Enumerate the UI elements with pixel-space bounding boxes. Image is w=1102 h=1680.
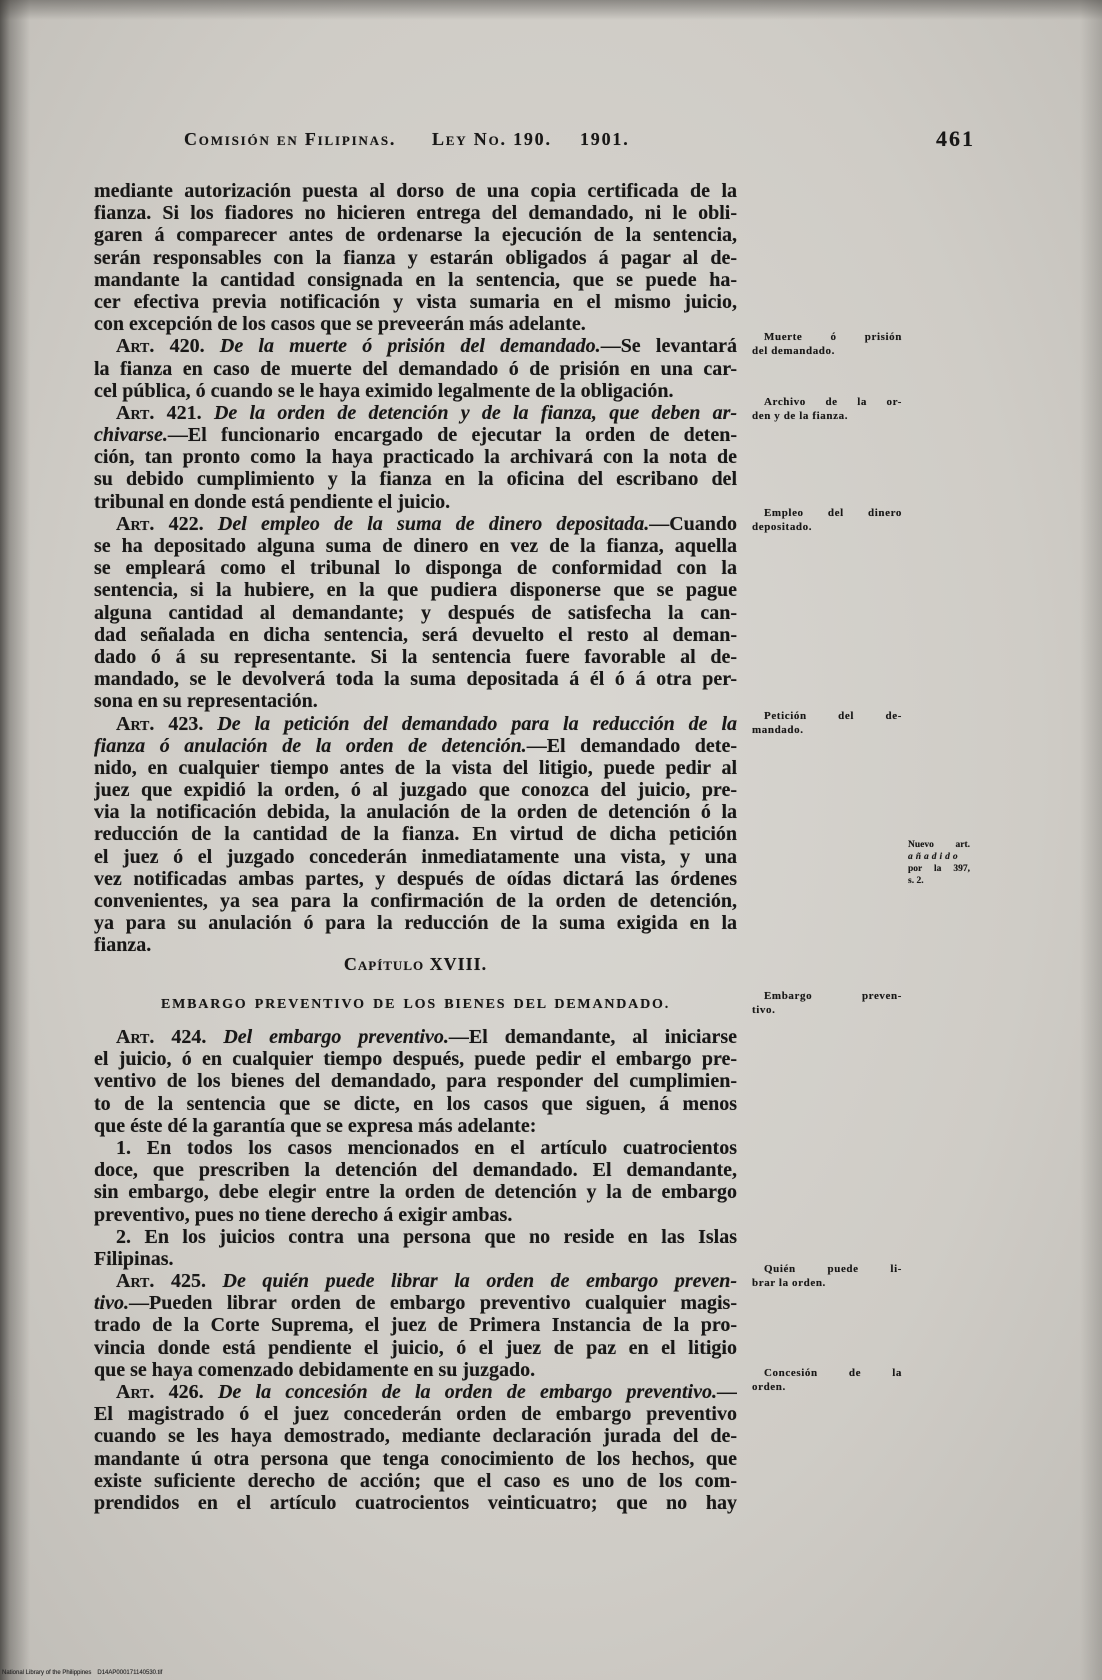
text-line: fianza. Si los fiadores no hicieren entrega del demandado, ni le obli- [94, 202, 737, 225]
text-line: reducción de la cantidad de la fianza. En virtud de dicha petición [94, 823, 737, 846]
article-text: —Se levantará [600, 335, 737, 358]
running-title-law: Ley No. 190. [432, 129, 552, 149]
text-line: mandado, se le devolverá toda la suma depositada á él ó á otra per- [94, 668, 737, 691]
amendment-note-line: s. 2. [908, 876, 924, 886]
text-line: doce, que prescriben la detención del demandado. El demandante, [94, 1159, 737, 1182]
scan-footer [2, 1669, 162, 1677]
text-line: tribunal en donde está pendiente el juicio. [94, 490, 451, 513]
article-text: — [717, 1381, 737, 1403]
article-title: De la muerte ó prisión del demandado. [219, 335, 601, 358]
text-line: nido, en cualquier tiempo antes de la vista del litigio, puede pedir al [94, 756, 737, 779]
text-line: mediante autorización puesta al dorso de una copia certificada de la [94, 180, 737, 202]
text-line: sentencia, si la hubiere, en la que pudiera disponerse que se pague [94, 579, 737, 602]
text-line: el juicio, ó en cualquier tiempo después, puede pedir el embargo pre- [94, 1048, 737, 1071]
amendment-note-line: añadido [908, 852, 961, 862]
text-line: dad señalada en dicha sentencia, será devuelto el resto al deman- [94, 623, 737, 646]
text-line: ventivo de los bienes del demandado, para responder del cumplimien- [94, 1070, 737, 1093]
article-label: Art. [116, 335, 155, 358]
text-line: mandante ú otra persona que tenga conocimiento de los hechos, que [94, 1447, 737, 1470]
margin-note-line: Empleo del dinero [764, 507, 902, 519]
margin-note-line: Muerte ó prisión [764, 331, 902, 343]
article-title: De la petición del demandado para la reducción de la [217, 712, 737, 735]
article-label: Art. [116, 1381, 155, 1403]
text-line: vez notificadas ambas partes, y después de oídas dictará las órdenes [94, 867, 737, 890]
article-heading-line [94, 513, 737, 535]
text-line: la fianza en caso de muerte del demandado ó de prisión en una car- [94, 357, 737, 380]
text-line: juez que expidió la orden, ó al juzgado que conozca del juicio, pre- [94, 779, 737, 802]
list-item-line: 1. En todos los casos mencionados en el artículo cuatrocientos [116, 1136, 737, 1159]
article-number: 420. [169, 335, 205, 358]
text-line: cel pública, ó cuando se le haya eximido legalmente de la obligación. [94, 379, 674, 402]
footer-library: National Library of the Philippines [2, 1670, 92, 1676]
margin-note-line: Quién puede li- [764, 1263, 902, 1275]
text-line: se empleará como el tribunal lo disponga de conformidad con la [94, 557, 737, 580]
text-line: prendidos en el artículo cuatrocientos veinticuatro; que no hay [94, 1491, 737, 1514]
text-line: serán responsables con la fianza y estarán obligados á pagar al de- [94, 246, 737, 269]
article-heading-line [94, 713, 737, 735]
article-heading-line [94, 1270, 737, 1292]
article-label: Art. [116, 1026, 155, 1048]
text-line: mandante la cantidad consignada en la sentencia, que se puede ha- [94, 268, 737, 291]
running-title-year: 1901. [580, 129, 630, 149]
text-line: preventivo, pues no tiene derecho á exigir ambas. [94, 1203, 513, 1226]
article-number: 421. [166, 401, 202, 424]
amendment-note-line: por la 397, [908, 864, 970, 874]
article-label: Art. [116, 1270, 155, 1293]
article-text: —Cuando [649, 512, 737, 535]
margin-note-line: Embargo preven- [764, 990, 902, 1002]
article-text: —Pueden librar orden de embargo preventivo cualquier magis- [129, 1292, 737, 1315]
article-title: chivarse. [94, 424, 168, 447]
text-line: el juez ó el juzgado concederán inmediatamente una vista, y una [94, 845, 737, 868]
margin-note-line: den y de la fianza. [752, 409, 849, 422]
article-label: Art. [116, 401, 155, 424]
page-number: 461 [936, 126, 975, 151]
text-line: sin embargo, debe elegir entre la orden de detención y la de embargo [94, 1181, 737, 1204]
list-item-line: 2. En los juicios contra una persona que no reside en las Islas [116, 1225, 737, 1248]
margin-note-line: orden. [752, 1380, 786, 1393]
text-line: El magistrado ó el juez concederán orden de embargo preventivo [94, 1403, 737, 1426]
margin-note-line: brar la orden. [752, 1276, 826, 1289]
article-number: 424. [171, 1026, 207, 1048]
margin-note-death-or-prison [752, 331, 902, 358]
text-line: cuando se les haya demostrado, mediante declaración jurada del de- [94, 1425, 737, 1448]
text-line: Filipinas. [94, 1247, 174, 1270]
article-heading-line [94, 402, 737, 424]
text-line: su debido cumplimiento y la fianza en la oficina del escribano del [94, 468, 737, 491]
text-line: cer efectiva previa notificación y vista sumaria en el mismo juicio, [94, 290, 737, 313]
article-text: —El demandante, al iniciarse [448, 1026, 737, 1048]
text-line: vincia donde está pendiente el juicio, ó el juez de paz en el litigio [94, 1336, 737, 1359]
margin-note-granting [752, 1367, 902, 1394]
margin-note-line: Archivo de la or- [764, 396, 902, 408]
margin-note-attachment [752, 990, 902, 1017]
text-line: ya para su anulación ó para la reducción de la suma exigida en la [94, 912, 737, 935]
text-line: fianza. [94, 934, 152, 957]
margin-note-petition [752, 710, 902, 737]
article-number: 422. [168, 512, 204, 535]
text-line: se ha depositado alguna suma de dinero en vez de la fianza, aquella [94, 535, 737, 557]
margin-note-who-issues [752, 1263, 902, 1290]
text-line: que éste dé la garantía que se expresa más adelante: [94, 1114, 537, 1137]
margin-note-line: del demandado. [752, 344, 835, 357]
article-title: Del embargo preventivo. [223, 1026, 449, 1048]
text-line: convenientes, ya sea para la confirmación de la orden de detención, [94, 890, 737, 912]
margin-note-line: mandado. [752, 723, 804, 736]
article-heading-line [94, 1381, 737, 1403]
text-line: sona en su representación. [94, 690, 318, 713]
text-line: que se haya comenzado debidamente en su juzgado. [94, 1358, 536, 1381]
article-label: Art. [116, 712, 155, 735]
article-text: —El demandado dete- [526, 734, 737, 757]
margin-note-line: tivo. [752, 1003, 776, 1016]
text-line: con excepción de los casos que se preveerán más adelante. [94, 313, 586, 336]
margin-note-line: Concesión de la [764, 1367, 902, 1379]
article-number: 425. [170, 1270, 206, 1293]
text-line: alguna cantidad al demandante; y después de satisfecha la can- [94, 601, 737, 624]
running-title-commission: Comisión en Filipinas. [184, 129, 397, 149]
text-line: ción, tan pronto como la haya practicado la archivará con la nota de [94, 446, 737, 469]
text-line [94, 735, 737, 757]
chapter-title: Capítulo XVIII. [343, 954, 488, 974]
article-title: Del empleo de la suma de dinero depositada. [217, 512, 650, 535]
article-number: 426. [168, 1381, 204, 1403]
article-heading-line [94, 1026, 737, 1048]
text-block-articles-424-426 [94, 1026, 737, 1514]
margin-note-filing [752, 396, 902, 423]
article-title: fianza ó anulación de la orden de detención. [94, 734, 527, 757]
text-line: garen á comparecer antes de ordenarse la ejecución de la sentencia, [94, 224, 737, 247]
article-title: De la orden de detención y de la fianza, que deben ar- [213, 401, 737, 424]
text-line [94, 1292, 737, 1314]
margin-note-line: Petición del de- [764, 710, 902, 722]
article-title: De la concesión de la orden de embargo preventivo. [217, 1381, 717, 1403]
text-line: dado ó á su representante. Si la sentencia fuere favorable al de- [94, 645, 737, 668]
amendment-note [908, 839, 970, 887]
margin-note-deposit [752, 507, 902, 534]
text-line: existe suficiente derecho de acción; que el caso es uno de los com- [94, 1469, 737, 1492]
text-line: via la notificación debida, la anulación de la orden de detención ó la [94, 801, 737, 824]
article-heading-line [94, 335, 737, 357]
chapter-subtitle: EMBARGO PREVENTIVO DE LOS BIENES DEL DEMANDADO. [161, 997, 670, 1012]
amendment-note-line: Nuevo art. [908, 840, 970, 850]
text-line [94, 424, 737, 446]
text-line: to de la sentencia que se dicte, en los casos que siguen, á menos [94, 1092, 737, 1115]
text-line: trado de la Corte Suprema, el juez de Primera Instancia de la pro- [94, 1314, 737, 1337]
article-title: De quién puede librar la orden de embargo preven- [222, 1270, 737, 1293]
article-text: —El funcionario encargado de ejecutar la orden de deten- [167, 424, 737, 447]
article-title: tivo. [94, 1292, 129, 1315]
footer-file-name: D14AP000171140530.tif [97, 1670, 163, 1676]
article-label: Art. [116, 512, 155, 535]
article-number: 423. [168, 712, 204, 735]
margin-note-line: depositado. [752, 520, 813, 533]
text-block-articles-420-423 [94, 180, 737, 957]
